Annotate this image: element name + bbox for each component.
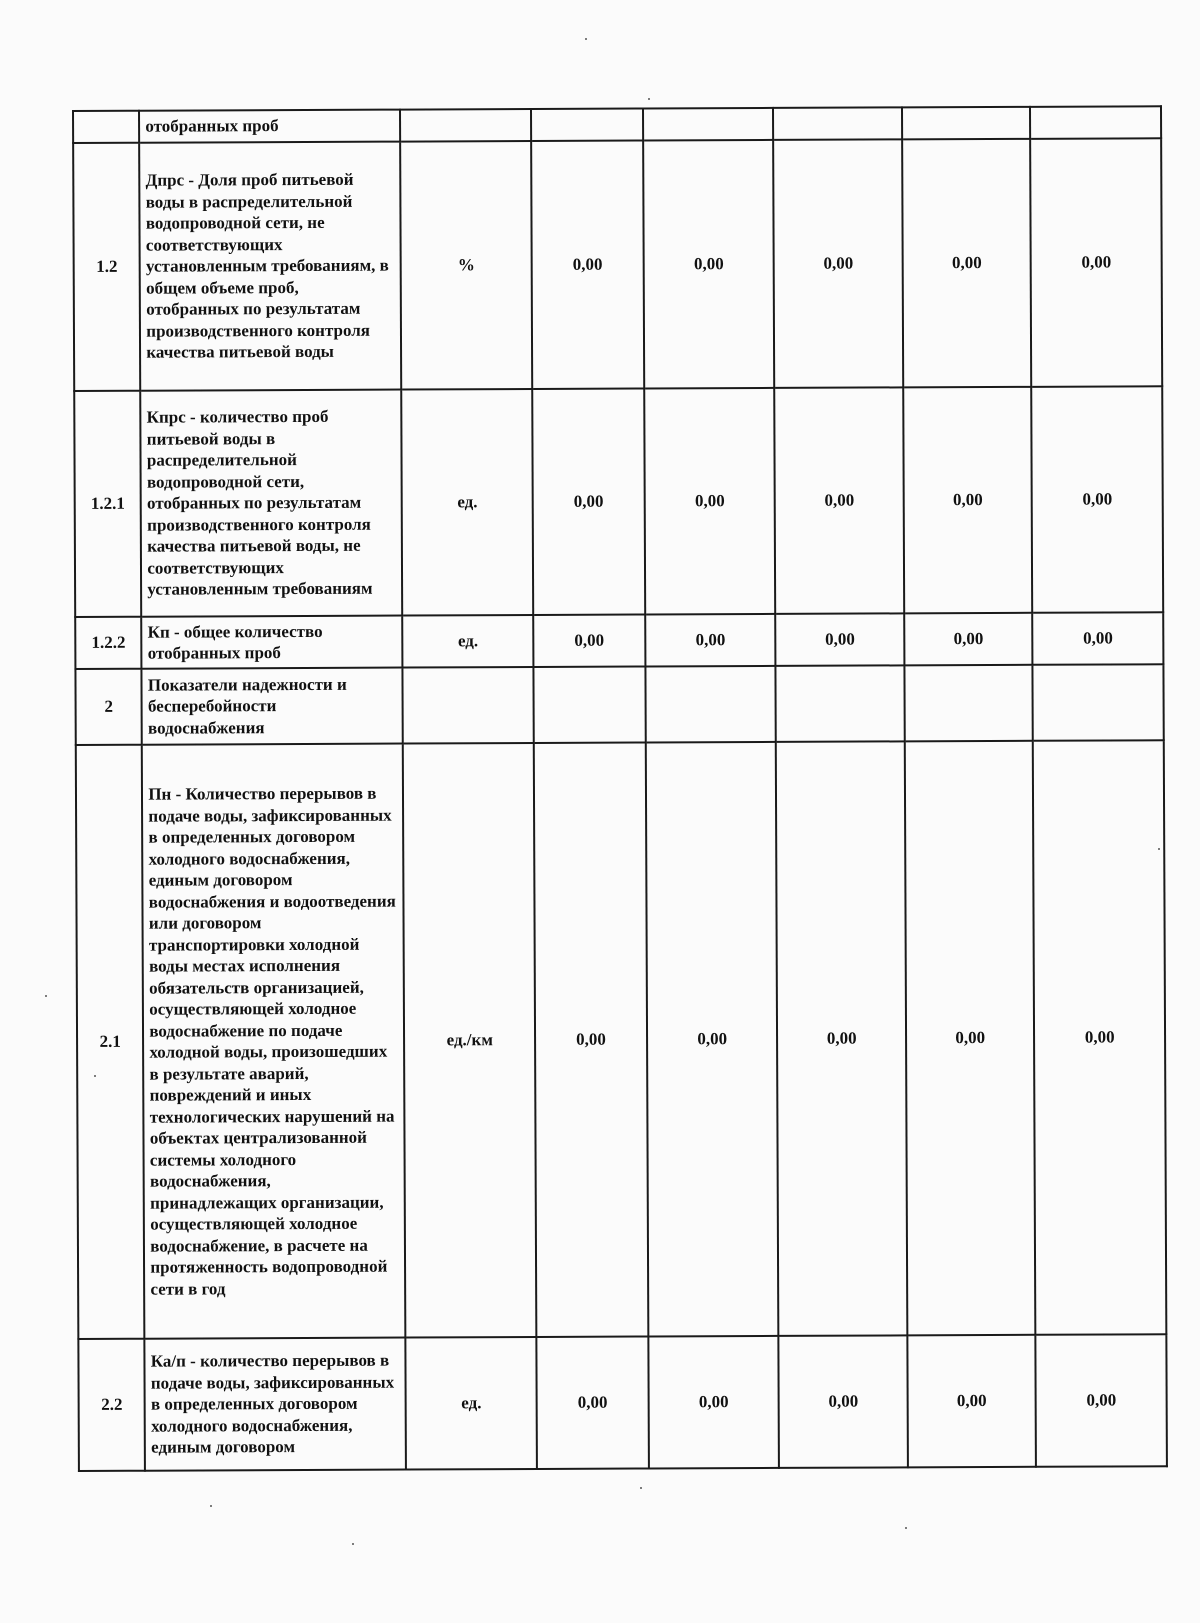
indicator-name: Кпрс - количество проб питьевой воды в распределительной водопроводной сети, отобранных по результатам производственного контроля качества питьевой воды, не соответствующих установленным требованиям: [141, 390, 403, 617]
value-cell: 0,00: [903, 387, 1032, 614]
row-number: 2.2: [78, 1339, 145, 1471]
table-row: [74, 386, 1163, 617]
value-cell: 0,00: [1032, 386, 1164, 613]
table-row: [73, 138, 1162, 391]
value-cell: 0,00: [776, 613, 905, 666]
indicator-name: Ка/п - количество перерывов в подаче воды, зафиксированных в определенных договором холодного водоснабжения, единым договором: [145, 1338, 407, 1471]
unit-cell: %: [401, 141, 533, 390]
unit-cell: ед.: [403, 615, 534, 668]
value-cell: [643, 108, 774, 141]
value-cell: 0,00: [531, 141, 644, 389]
value-cell: [1030, 106, 1161, 139]
row-number: 1.2.2: [75, 617, 142, 669]
row-number: 1.2.1: [74, 391, 141, 617]
table-row: [76, 740, 1167, 1339]
value-cell: 0,00: [644, 388, 776, 615]
unit-cell: ед.: [406, 1337, 537, 1470]
unit-cell: ед.: [402, 389, 534, 616]
value-cell: 0,00: [533, 615, 645, 667]
unit-cell: ед./км: [403, 743, 536, 1338]
scan-speck: [905, 1527, 907, 1529]
value-cell: 0,00: [774, 139, 904, 388]
value-cell: 0,00: [645, 614, 776, 667]
scan-speck: [585, 38, 587, 40]
row-number: 2: [75, 669, 142, 745]
value-cell: 0,00: [1036, 1334, 1167, 1467]
table-row: [73, 106, 1161, 143]
indicator-name: Показатели надежности и бесперебойности водоснабжения: [142, 668, 403, 745]
indicator-name: Дпрс - Доля проб питьевой воды в распределительной водопроводной сети, не соответствующих установленным требованиям, в общем объеме проб, отобранных по результатам производственного контроля качества питьевой воды: [139, 142, 401, 391]
value-cell: 0,00: [1033, 740, 1166, 1335]
value-cell: 0,00: [643, 140, 775, 389]
value-cell: [533, 667, 645, 743]
scan-speck: [648, 98, 650, 100]
value-cell: 0,00: [905, 741, 1036, 1336]
table-row: [75, 664, 1163, 745]
scan-speck: [45, 995, 47, 997]
indicators-table: [72, 105, 1168, 1472]
row-number: [73, 111, 139, 143]
scan-speck: [210, 1505, 212, 1507]
value-cell: [1033, 664, 1164, 741]
scan-speck: [352, 1543, 354, 1545]
value-cell: [773, 107, 902, 140]
unit-cell: [400, 109, 531, 142]
indicator-name: Пн - Количество перерывов в подаче воды, зафиксированных в определенных договором холодного водоснабжения, единым договором водоснабжения и водоотведения или договором транспортировки холодной воды местах исполнения обязательств организацией, осуществляющей холодное водоснабжение по подаче холодной воды, произошедших в результате аварий, повреждений и иных технологических нарушений на объектах централизованной системы холодного водоснабжения, принадлежащих организации, осуществляющей холодное водоснабжение, в расчете на протяженность водопроводной сети в год: [142, 744, 406, 1339]
table-row: [75, 612, 1163, 669]
table-row: [78, 1334, 1167, 1471]
value-cell: 0,00: [646, 742, 779, 1337]
value-cell: 0,00: [536, 1336, 648, 1468]
value-cell: 0,00: [532, 389, 645, 615]
row-number: 2.1: [76, 745, 145, 1339]
row-number: 1.2: [73, 143, 140, 391]
indicator-name: отобранных проб: [139, 110, 400, 143]
value-cell: 0,00: [907, 1335, 1036, 1468]
value-cell: [776, 665, 905, 742]
value-cell: 0,00: [1031, 138, 1163, 387]
value-cell: 0,00: [779, 1335, 908, 1468]
value-cell: 0,00: [775, 387, 904, 614]
value-cell: [531, 109, 643, 141]
value-cell: 0,00: [1033, 612, 1164, 665]
value-cell: 0,00: [776, 741, 907, 1336]
value-cell: [902, 107, 1031, 140]
value-cell: 0,00: [904, 613, 1033, 666]
unit-cell: [403, 667, 534, 744]
value-cell: 0,00: [534, 743, 648, 1337]
value-cell: [904, 665, 1033, 742]
value-cell: 0,00: [902, 139, 1032, 388]
scan-speck: [640, 1487, 642, 1489]
value-cell: [645, 666, 776, 743]
indicator-name: Кп - общее количество отобранных проб: [142, 616, 403, 669]
value-cell: 0,00: [648, 1336, 779, 1469]
